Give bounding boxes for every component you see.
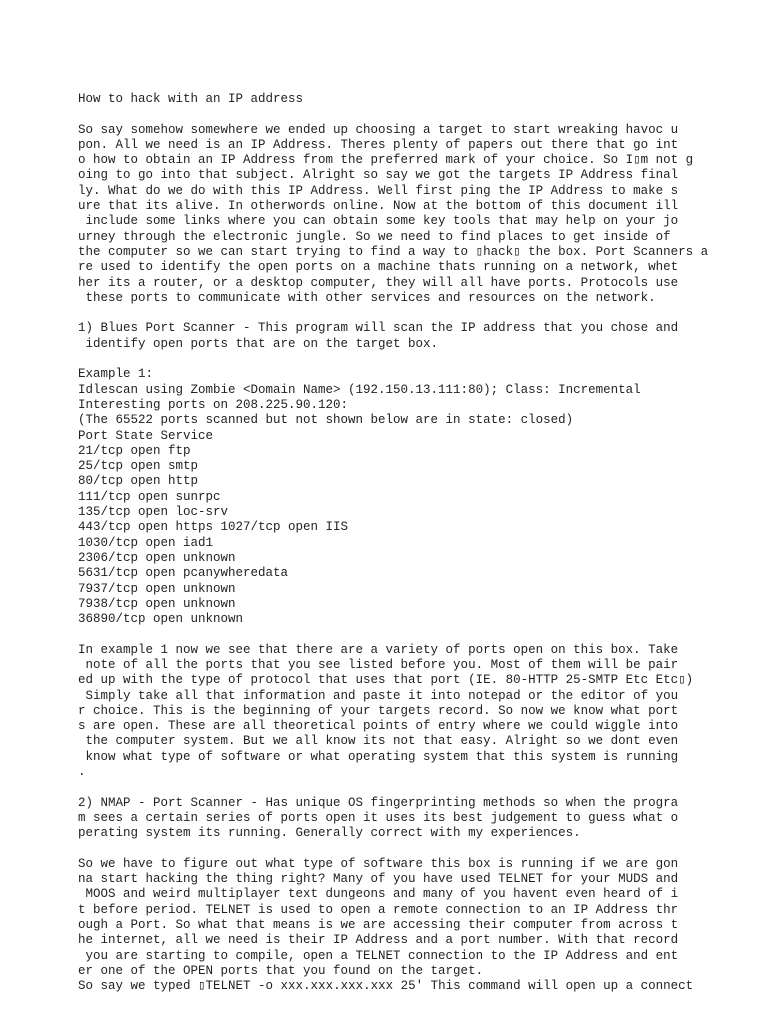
telnet-paragraph	[78, 857, 758, 995]
text-line: Simply take all that information and paste it into notepad or the editor of you	[78, 688, 679, 703]
text-line: 2) NMAP - Port Scanner - Has unique OS fingerprinting methods so when the progra	[78, 795, 679, 810]
analysis-paragraph	[78, 643, 758, 781]
text-line: m sees a certain series of ports open it uses its best judgement to guess what o	[78, 810, 679, 825]
text-line: r choice. This is the beginning of your targets record. So now we know what port	[78, 703, 679, 718]
text-line: MOOS and weird multiplayer text dungeons and many of you havent even heard of i	[78, 887, 679, 902]
text-line: er one of the OPEN ports that you found on the target.	[78, 963, 484, 978]
text-line: So we have to figure out what type of software this box is running if we are gon	[78, 856, 679, 871]
text-line: Idlescan using Zombie <Domain Name> (192.150.13.111:80); Class: Incremental	[78, 382, 641, 397]
port-line: 443/tcp open https 1027/tcp open IIS	[78, 520, 349, 535]
tool-blues-port-scanner	[78, 321, 758, 352]
document-body	[78, 92, 758, 995]
text-line: In example 1 now we see that there are a variety of ports open on this box. Take	[78, 642, 679, 657]
text-line: urney through the electronic jungle. So we need to find places to get inside of	[78, 229, 671, 244]
paragraph-gap	[78, 627, 758, 642]
paragraph-gap	[78, 780, 758, 795]
port-line: 7938/tcp open unknown	[78, 596, 236, 611]
text-line: know what type of software or what operating system that this system is running	[78, 749, 679, 764]
text-line: (The 65522 ports scanned but not shown below are in state: closed)	[78, 413, 574, 428]
text-line: perating system its running. Generally correct with my experiences.	[78, 826, 581, 841]
text-line: pon. All we need is an IP Address. Theres plenty of papers out there that go int	[78, 137, 679, 152]
paragraph-gap	[78, 842, 758, 857]
text-line: identify open ports that are on the target box.	[78, 336, 439, 351]
text-line: .	[78, 765, 86, 780]
text-line: t before period. TELNET is used to open a remote connection to an IP Address thr	[78, 902, 679, 917]
text-line: ly. What do we do with this IP Address. Well first ping the IP Address to make s	[78, 183, 679, 198]
text-line: you are starting to compile, open a TELNET connection to the IP Address and ent	[78, 948, 679, 963]
text-line: these ports to communicate with other services and resources on the network.	[78, 290, 656, 305]
text-line: ough a Port. So what that means is we are accessing their computer from across t	[78, 918, 679, 933]
text-line: na start hacking the thing right? Many of you have used TELNET for your MUDS and	[78, 872, 679, 887]
port-line: 7937/tcp open unknown	[78, 581, 236, 596]
text-line: the computer so we can start trying to find a way to ▯hack▯ the box. Port Scanners a	[78, 244, 709, 259]
port-line: 1030/tcp open iad1	[78, 535, 214, 550]
text-line: Example 1:	[78, 367, 154, 382]
text-line: the computer system. But we all know its not that easy. Alright so we dont even	[78, 734, 679, 749]
port-line: 111/tcp open sunrpc	[78, 489, 221, 504]
text-line: 1) Blues Port Scanner - This program will scan the IP address that you chose and	[78, 321, 679, 336]
port-line: 2306/tcp open unknown	[78, 550, 236, 565]
text-line: Interesting ports on 208.225.90.120:	[78, 397, 349, 412]
intro-paragraph	[78, 123, 758, 307]
text-line: So say somehow somewhere we ended up choosing a target to start wreaking havoc u	[78, 122, 679, 137]
tool-nmap	[78, 796, 758, 842]
port-line: 21/tcp open ftp	[78, 443, 191, 458]
text-line: Port State Service	[78, 428, 214, 443]
text-line: include some links where you can obtain some key tools that may help on your jo	[78, 214, 679, 229]
port-line: 25/tcp open smtp	[78, 459, 199, 474]
port-line: 36890/tcp open unknown	[78, 612, 244, 627]
paragraph-gap	[78, 352, 758, 367]
text-line: So say we typed ▯TELNET -o xxx.xxx.xxx.xxx 25' This command will open up a connect	[78, 979, 694, 994]
port-line: 135/tcp open loc-srv	[78, 505, 229, 520]
example-scan-output	[78, 367, 758, 627]
text-line: ed up with the type of protocol that uses that port (IE. 80-HTTP 25-SMTP Etc Etc▯)	[78, 673, 694, 688]
text-line: oing to go into that subject. Alright so say we got the targets IP Address final	[78, 168, 679, 183]
paragraph-gap	[78, 306, 758, 321]
text-line: re used to identify the open ports on a machine thats running on a network, whet	[78, 260, 679, 275]
text-line: note of all the ports that you see listed before you. Most of them will be pair	[78, 657, 679, 672]
text-line: s are open. These are all theoretical points of entry where we could wiggle into	[78, 719, 679, 734]
port-line: 5631/tcp open pcanywheredata	[78, 566, 289, 581]
paragraph-gap	[78, 107, 758, 122]
text-line: her its a router, or a desktop computer, they will all have ports. Protocols use	[78, 275, 679, 290]
text-line: ure that its alive. In otherwords online. Now at the bottom of this document ill	[78, 199, 679, 214]
text-line: o how to obtain an IP Address from the preferred mark of your choice. So I▯m not g	[78, 153, 694, 168]
port-line: 80/tcp open http	[78, 474, 199, 489]
document-title: How to hack with an IP address	[78, 92, 304, 106]
text-line: he internet, all we need is their IP Address and a port number. With that record	[78, 933, 679, 948]
